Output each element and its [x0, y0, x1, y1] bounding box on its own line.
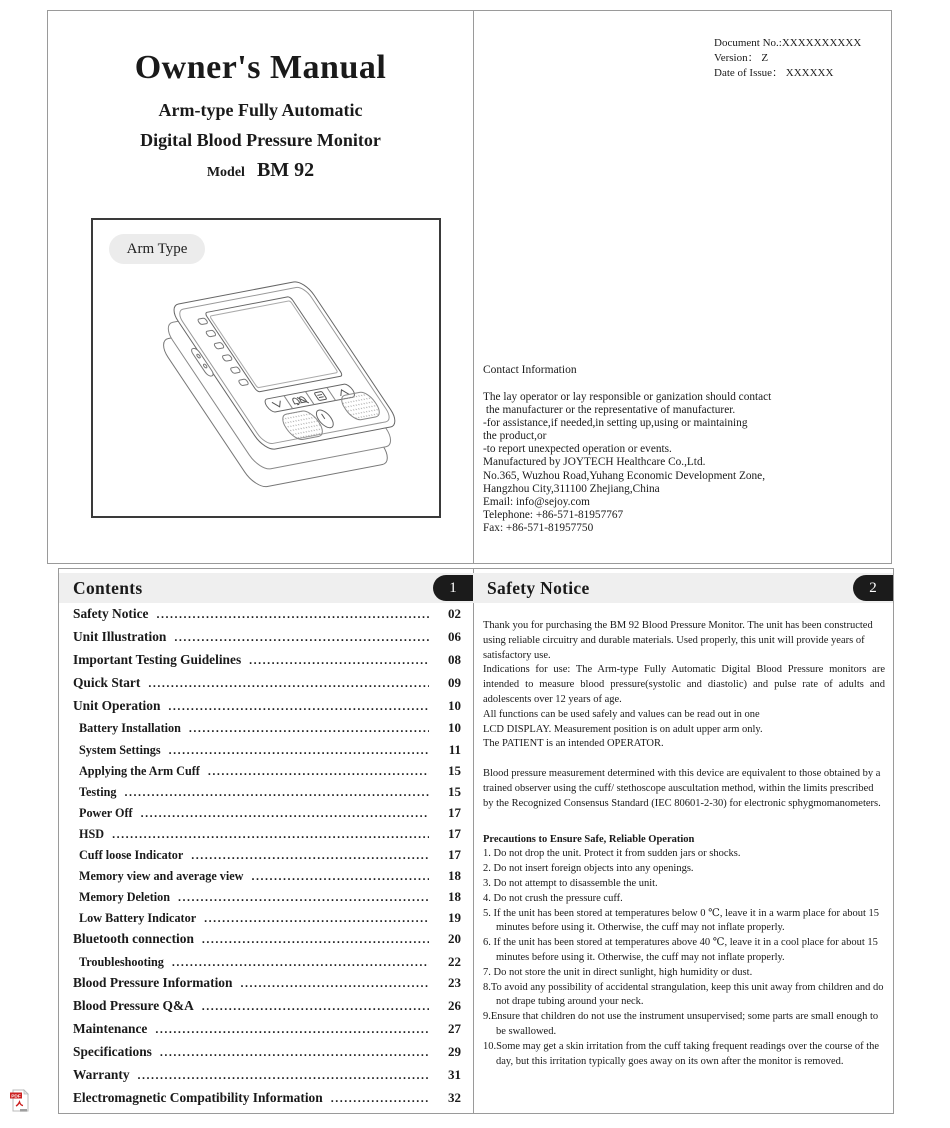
toc-leader-dots	[251, 870, 429, 883]
contact-line: Email: info@sejoy.com	[483, 495, 590, 508]
toc-leader-dots	[178, 891, 429, 904]
toc-item-page: 17	[448, 847, 461, 863]
contents-header-bar	[59, 573, 473, 603]
precaution-item: 2. Do not insert foreign objects into any openings.	[483, 863, 694, 875]
contact-line: No.365, Wuzhou Road,Yuhang Economic Development Zone,	[483, 469, 766, 482]
manual-subtitle-line2: Digital Blood Pressure Monitor	[140, 130, 381, 150]
contact-line: The lay operator or lay responsible or ganization should contact	[483, 391, 772, 403]
safety-paragraph: Thank you for purchasing the BM 92 Blood Pressure Monitor. The unit has been constructed using reliable circuitry and durable materials. Used properly, this unit will provide years of satisfactory use.	[483, 620, 873, 661]
precaution-item: 5. If the unit has been stored at temperatures below 0 ℃, leave it in a warm place for about 15 minutes before using it. Otherwise, the cuff may not inflate properly.	[483, 907, 880, 934]
safety-paragraph: The PATIENT is an intended OPERATOR.	[483, 738, 664, 750]
safety-header-bar	[473, 573, 893, 603]
toc-item-label: System Settings	[79, 742, 161, 757]
toc-leader-dots	[202, 1000, 429, 1013]
toc-leader-dots	[331, 1092, 429, 1105]
toc-item	[73, 1022, 461, 1045]
toc-leader-dots	[148, 677, 429, 690]
model-line	[48, 159, 473, 182]
toc-leader-dots	[208, 765, 429, 778]
safety-paragraphs	[483, 619, 885, 812]
safety-paragraph: All functions can be used safely and values can be read out in one	[483, 708, 760, 720]
toc-item	[73, 890, 461, 911]
toc-item-label: Maintenance	[73, 1021, 148, 1037]
toc-item-page: 15	[448, 783, 461, 799]
pdf-label-text: PDF	[11, 1094, 21, 1100]
toc-item-label: Troubleshooting	[79, 955, 164, 970]
precaution-item: 8.To avoid any possibility of accidental strangulation, keep this unit away from children and do not drape tubing around your neck.	[483, 981, 884, 1008]
toc-leader-dots	[156, 608, 429, 621]
contact-line: the manufacturer or the representative of manufacturer.	[483, 404, 736, 417]
toc-item	[73, 869, 461, 890]
toc-item-page: 18	[448, 868, 461, 884]
safety-paragraph: LCD DISPLAY. Measurement position is on adult upper arm only.	[483, 723, 763, 735]
precaution-item: 7. Do not store the unit in direct sunlight, high humidity or dust.	[483, 966, 753, 978]
toc-item-page: 06	[448, 628, 461, 644]
toc-item	[73, 1068, 461, 1091]
toc-leader-dots	[141, 807, 429, 820]
model-label: Model	[206, 165, 245, 180]
contact-line: -to report unexpected operation or events.	[483, 443, 672, 456]
blood-pressure-monitor-illustration	[93, 220, 439, 516]
doc-info-line: Date of Issue： XXXXXX	[714, 67, 834, 79]
precaution-item: 4. Do not crush the pressure cuff.	[483, 892, 623, 904]
toc-item-page: 18	[448, 889, 461, 905]
info-page	[474, 11, 891, 563]
contact-line: Telephone: +86-571-81957767	[483, 508, 624, 521]
pdf-file-icon[interactable]	[9, 1089, 29, 1113]
toc-item-page: 02	[448, 606, 461, 621]
document-info-block	[714, 36, 861, 81]
toc-leader-dots	[189, 722, 429, 735]
toc-leader-dots	[202, 933, 429, 946]
toc-item-page: 22	[448, 954, 461, 970]
toc-item-label: Unit Illustration	[73, 628, 167, 644]
toc-leader-dots	[168, 700, 429, 713]
toc-item-label: Memory Deletion	[79, 890, 171, 905]
safety-title: Safety Notice	[487, 577, 590, 598]
toc-item	[73, 721, 461, 742]
contact-line: Fax: +86-571-81957750	[483, 521, 594, 534]
manual-title: Owner's Manual	[134, 49, 387, 86]
contents-page	[59, 569, 474, 1113]
safety-body	[483, 619, 885, 1069]
toc-item-page: 17	[448, 804, 461, 820]
device-image-frame	[91, 218, 441, 518]
toc-item-page: 27	[448, 1021, 461, 1037]
toc-item	[73, 955, 461, 976]
toc-item	[73, 999, 461, 1022]
toc-item	[73, 806, 461, 827]
toc-leader-dots	[155, 1023, 429, 1036]
toc-leader-dots	[169, 744, 429, 757]
toc-item	[73, 1091, 461, 1114]
toc-item	[73, 607, 461, 630]
toc-leader-dots	[124, 786, 429, 799]
toc-item-page: 20	[448, 931, 461, 947]
precaution-item: 10.Some may get a skin irritation from the cuff taking frequent readings over the course of the day, but this irritation typically goes away on its own after the monitor is removed.	[483, 1040, 880, 1067]
toc-item	[73, 848, 461, 869]
toc-item-label: Low Battery Indicator	[79, 911, 197, 926]
toc-item	[73, 743, 461, 764]
toc-list	[73, 607, 461, 1114]
toc-item	[73, 630, 461, 653]
device-type-tag: Arm Type	[109, 234, 205, 264]
toc-item	[73, 653, 461, 676]
toc-item-page: 32	[448, 1089, 461, 1105]
toc-item-label: Power Off	[79, 805, 133, 820]
contact-line: Manufactured by JOYTECH Healthcare Co.,Ltd.	[483, 456, 706, 469]
precaution-item: 3. Do not attempt to disassemble the unit.	[483, 877, 658, 889]
toc-item	[73, 676, 461, 699]
toc-item-label: Unit Operation	[73, 697, 161, 713]
toc-item-page: 29	[448, 1044, 461, 1060]
page-number-badge: 1	[433, 575, 473, 601]
toc-item-label: Electromagnetic Compatibility Information	[73, 1089, 323, 1105]
toc-leader-dots	[112, 828, 429, 841]
toc-item-page: 19	[448, 910, 461, 926]
toc-item-page: 09	[448, 674, 461, 690]
toc-item	[73, 932, 461, 955]
toc-item-label: Bluetooth connection	[73, 931, 194, 947]
toc-item-page: 10	[448, 720, 461, 736]
contact-line: -for assistance,if needed,in setting up,using or maintaining	[483, 417, 748, 430]
contents-title: Contents	[73, 577, 143, 598]
toc-leader-dots	[174, 631, 429, 644]
toc-item-page: 11	[448, 741, 461, 757]
toc-item-label: HSD	[79, 826, 105, 841]
toc-leader-dots	[172, 956, 429, 969]
toc-item-page: 08	[448, 651, 461, 667]
toc-item-label: Specifications	[73, 1044, 152, 1060]
safety-paragraph: Blood pressure measurement determined with this device are equivalent to those obtained by a trained observer using the cuff/ stethoscope auscultation method, within the limits prescribed by the Recognized Consensus Standard (IEC 80601-2-30) for electronic sphygmomanometers.	[483, 768, 881, 809]
toc-leader-dots	[204, 912, 429, 925]
toc-item	[73, 911, 461, 932]
toc-item-label: Quick Start	[73, 674, 141, 690]
toc-item	[73, 764, 461, 785]
manual-spread-contents-safety	[58, 568, 894, 1114]
manual-spread-cover	[47, 10, 892, 564]
toc-item-page: 10	[448, 697, 461, 713]
toc-item-page: 26	[448, 998, 461, 1014]
toc-item-label: Battery Installation	[79, 721, 181, 736]
toc-item-label: Blood Pressure Q&A	[73, 998, 194, 1014]
precaution-item: 6. If the unit has been stored at temperatures above 40 ℃, leave it in a cool place for about 15 minutes before using it. Otherwise, the cuff may not inflate properly.	[483, 937, 878, 963]
toc-item-page: 17	[448, 825, 461, 841]
toc-item-page: 23	[448, 975, 461, 991]
model-number: BM 92	[256, 159, 315, 181]
toc-item-label: Blood Pressure Information	[73, 975, 233, 991]
precaution-item: 1. Do not drop the unit. Protect it from sudden jars or shocks.	[483, 848, 741, 860]
toc-item-label: Applying the Arm Cuff	[79, 763, 200, 778]
safety-notice-page	[473, 569, 893, 1113]
toc-item-label: Testing	[79, 784, 117, 799]
toc-leader-dots	[138, 1069, 429, 1082]
toc-item	[73, 1045, 461, 1068]
toc-leader-dots	[249, 654, 429, 667]
doc-info-line: Document No.:XXXXXXXXXX	[714, 37, 862, 49]
toc-item-label: Cuff loose Indicator	[79, 848, 184, 863]
precautions-heading: Precautions to Ensure Safe, Reliable Operation	[483, 833, 695, 845]
toc-leader-dots	[191, 849, 429, 862]
contact-info-block	[483, 391, 771, 535]
toc-leader-dots	[160, 1046, 429, 1059]
toc-item	[73, 699, 461, 722]
toc-item-label: Safety Notice	[73, 606, 149, 621]
toc-item	[73, 785, 461, 806]
cover-page	[48, 11, 474, 563]
safety-paragraph: Indications for use: The Arm-type Fully Automatic Digital Blood Pressure monitors are intended to measure blood pressure(systolic and diastolic) and pulse rate of adults and adolescents over 12 years of age.	[483, 664, 885, 705]
contact-line: Hangzhou City,311100 Zhejiang,China	[483, 482, 660, 495]
toc-item	[73, 827, 461, 848]
precautions-list	[483, 847, 885, 1069]
toc-item	[73, 976, 461, 999]
toc-leader-dots	[240, 977, 429, 990]
doc-info-line: Version： Z	[714, 52, 769, 64]
page-number-badge: 2	[853, 575, 893, 601]
pdf-footer-band	[20, 1109, 27, 1112]
precaution-item: 9.Ensure that children do not use the instrument unsupervised; some parts are small enough to be swallowed.	[483, 1011, 879, 1037]
contact-info-heading: Contact Information	[483, 364, 577, 376]
toc-item-label: Memory view and average view	[79, 869, 244, 884]
toc-item-page: 15	[448, 762, 461, 778]
contact-line: the product,or	[483, 430, 547, 443]
toc-item-label: Important Testing Guidelines	[73, 651, 242, 667]
toc-item-page: 31	[448, 1066, 461, 1082]
manual-subtitle-line1: Arm-type Fully Automatic	[158, 100, 363, 120]
toc-item-label: Warranty	[73, 1066, 130, 1082]
